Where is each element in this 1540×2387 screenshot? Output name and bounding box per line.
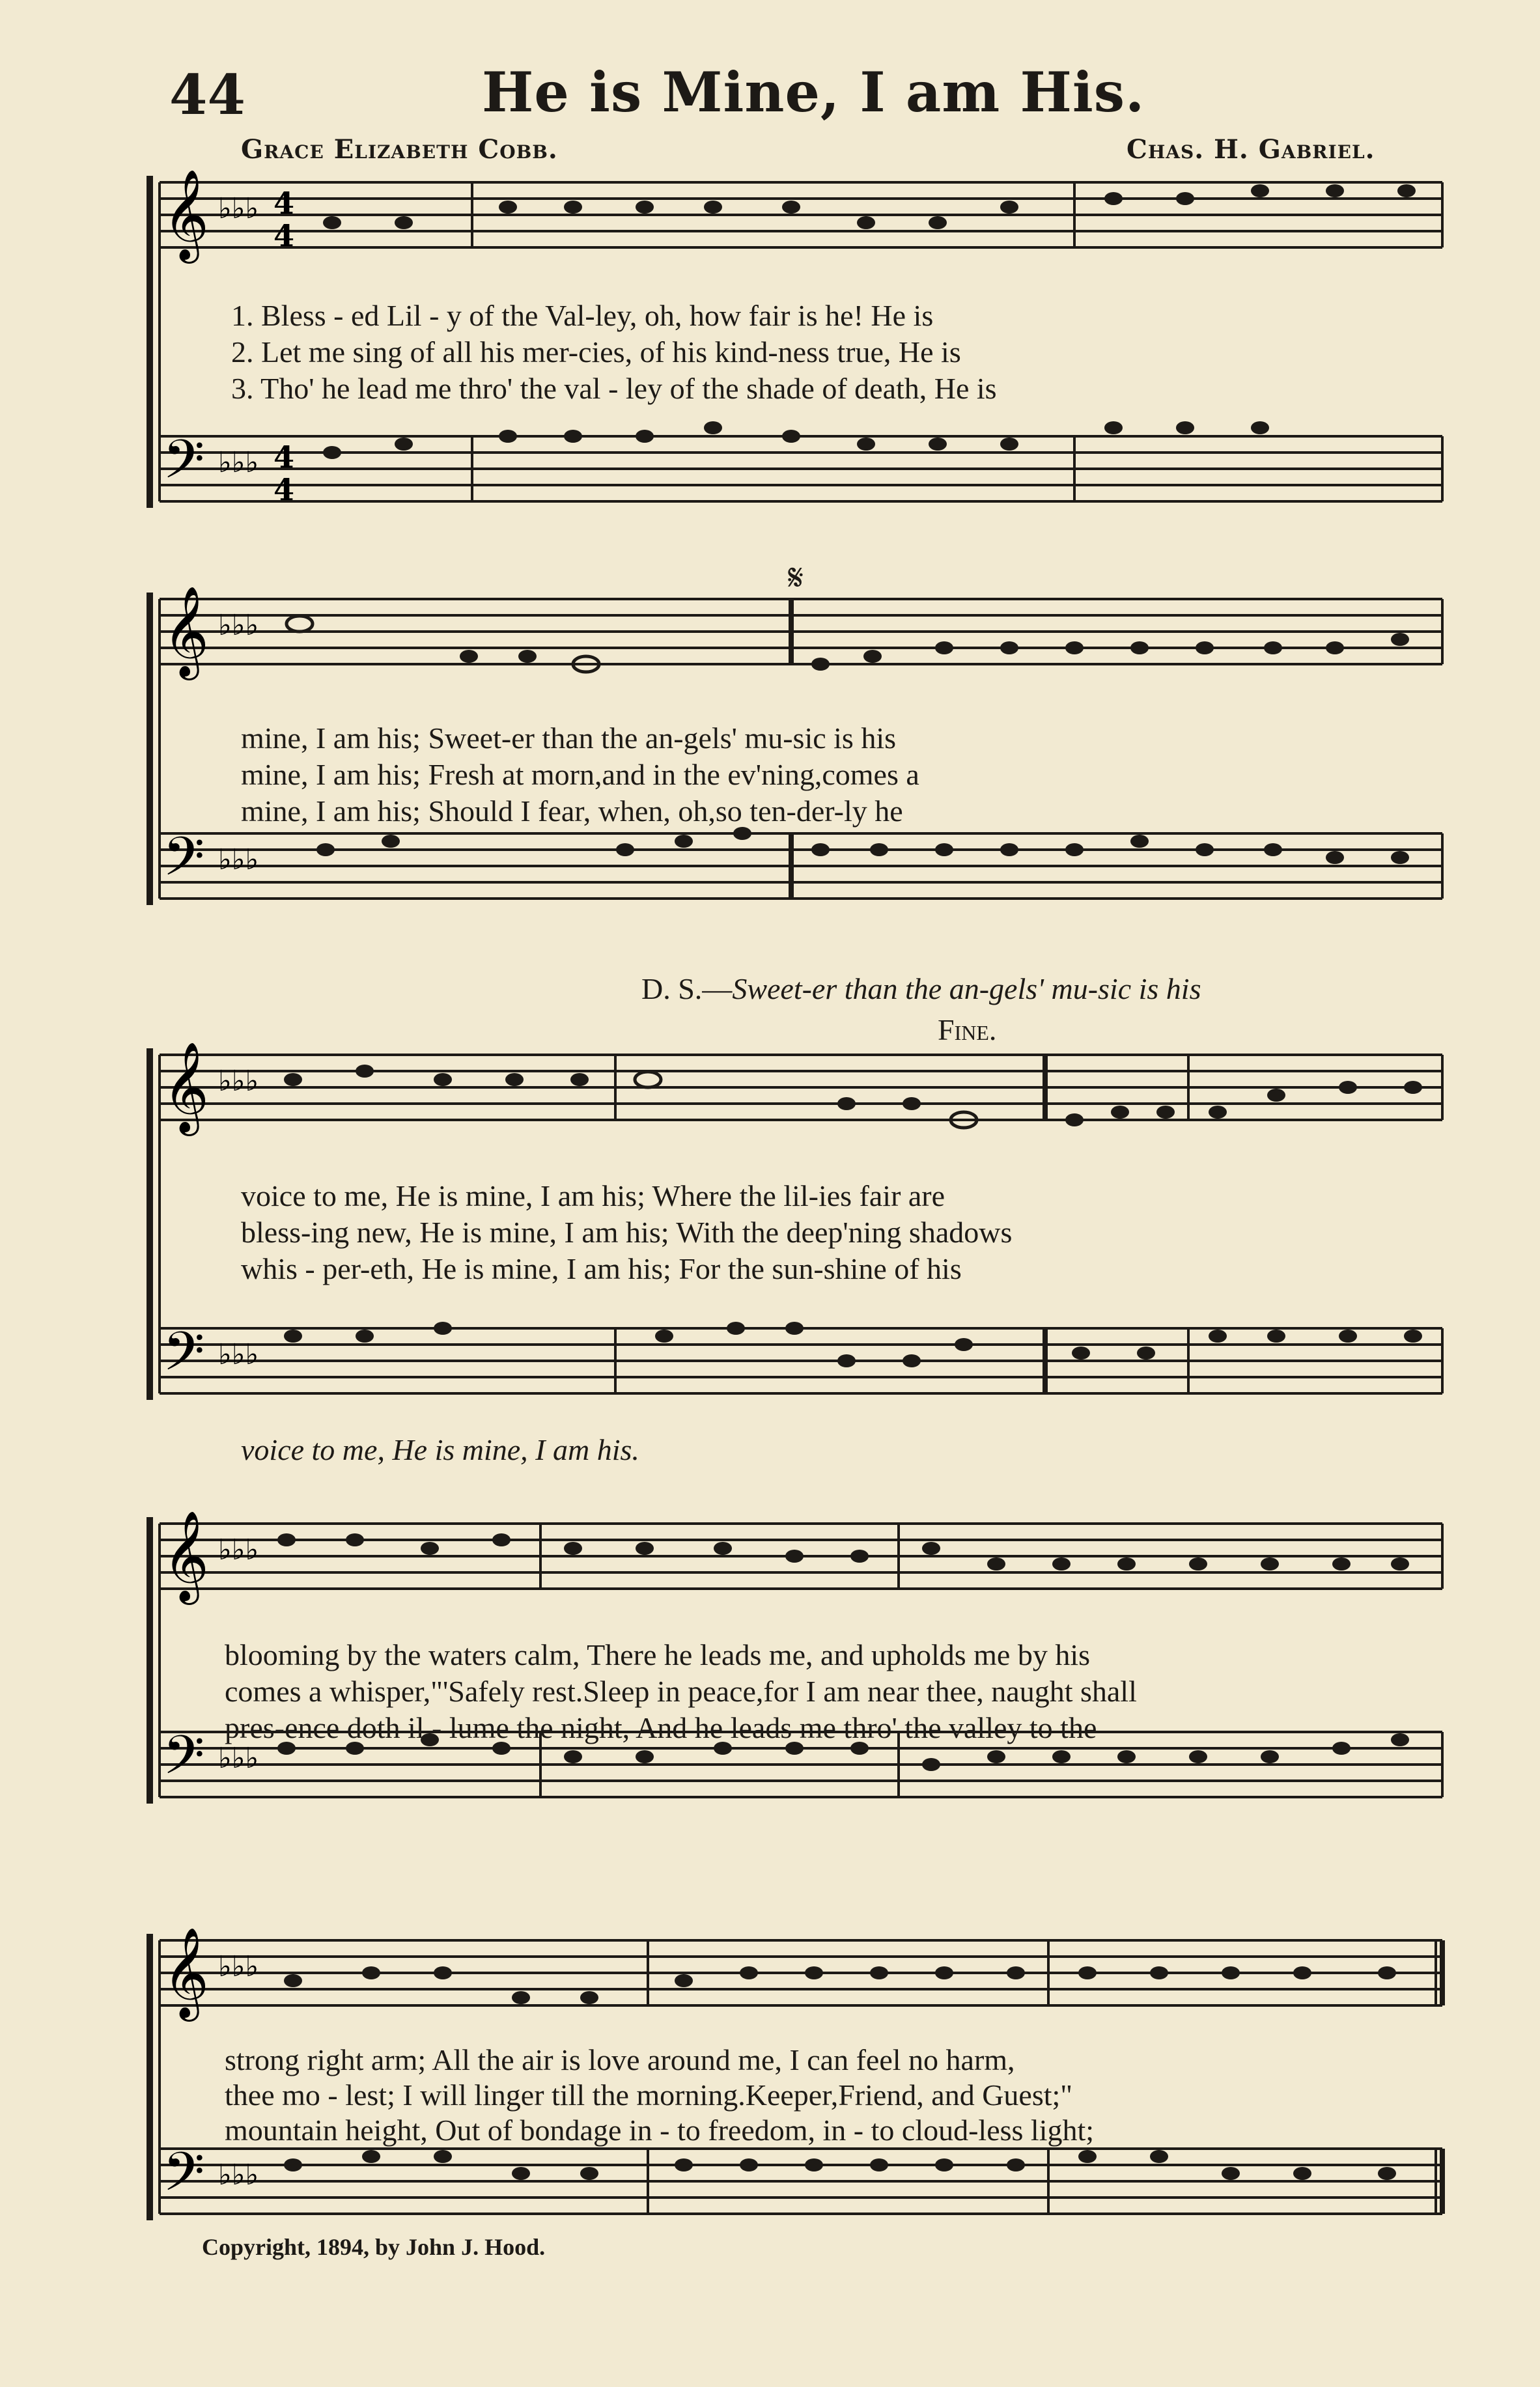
music-system-5 — [0, 1927, 1540, 2227]
lyric-line-2-3: mine, I am his; Should I fear, when, oh,so ten-der-ly he — [241, 794, 903, 828]
lyric-line-5-2: thee mo - lest; I will linger till the morning.Keeper,Friend, and Guest;" — [225, 2078, 1073, 2112]
svg-text:♭♭♭: ♭♭♭ — [218, 1950, 259, 1983]
svg-text:𝄢: 𝄢 — [163, 1320, 205, 1396]
svg-text:𝄢: 𝄢 — [163, 428, 205, 504]
lyric-line-4-3: pres-ence doth il - lume the night, And he leads me thro' the valley to the — [225, 1711, 1097, 1744]
dal-segno-ending-lyric: voice to me, He is mine, I am his. — [241, 1433, 639, 1466]
svg-text:♭♭♭: ♭♭♭ — [218, 609, 259, 642]
svg-text:♭♭♭: ♭♭♭ — [218, 1338, 259, 1371]
lyric-line-2-1: mine, I am his; Sweet-er than the an-gels' mu-sic is his — [241, 721, 897, 755]
svg-text:♭♭♭: ♭♭♭ — [218, 446, 259, 479]
lyric-line-5-3: mountain height, Out of bondage in - to freedom, in - to cloud-less light; — [225, 2114, 1095, 2147]
lyric-line-3-1: voice to me, He is mine, I am his; Where the lil-ies fair are — [241, 1179, 945, 1212]
lyric-line-3-2: bless-ing new, He is mine, I am his; With the deep'ning shadows — [241, 1216, 1013, 1249]
lyric-line-3-3: whis - per-eth, He is mine, I am his; For the sun-shine of his — [241, 1252, 962, 1285]
dal-segno-text: Sweet-er than the an-gels' mu-sic is his — [732, 972, 1201, 1005]
composer-credit: Chas. H. Gabriel. — [1127, 134, 1375, 165]
svg-text:𝄢: 𝄢 — [163, 1724, 205, 1800]
lyric-line-5-1: strong right arm; All the air is love around me, I can feel no harm, — [225, 2043, 1015, 2076]
svg-text:♭♭♭: ♭♭♭ — [218, 1065, 259, 1098]
lyric-line-1-3: 3. Tho' he lead me thro' the val - ley of the shade of death, He is — [231, 372, 997, 405]
svg-text:𝄞: 𝄞 — [163, 1927, 209, 2018]
page-number: 44 — [169, 63, 245, 127]
svg-text:𝄞: 𝄞 — [163, 169, 209, 260]
svg-text:4: 4 — [273, 472, 295, 507]
dal-segno-label: D. S.— — [641, 972, 733, 1005]
svg-text:𝄢: 𝄢 — [163, 2140, 205, 2216]
svg-text:♭♭♭: ♭♭♭ — [218, 1533, 259, 1567]
lyric-line-2-2: mine, I am his; Fresh at morn,and in the ev'ning,comes a — [241, 758, 919, 791]
svg-text:4: 4 — [273, 440, 295, 475]
svg-text:𝄢: 𝄢 — [163, 825, 205, 901]
copyright-notice: Copyright, 1894, by John J. Hood. — [202, 2234, 546, 2260]
lyric-line-1-1: 1. Bless - ed Lil - y of the Val-ley, oh, how fair is he! He is — [231, 299, 934, 332]
lyric-line-4-1: blooming by the waters calm, There he leads me, and upholds me by his — [225, 1638, 1091, 1671]
lyric-line-1-2: 2. Let me sing of all his mer-cies, of his kind-ness true, He is — [231, 335, 961, 369]
segno-mark: 𝄋 — [788, 558, 804, 598]
hymn-title: He is Mine, I am His. — [482, 60, 1145, 124]
svg-text:♭♭♭: ♭♭♭ — [218, 1742, 259, 1775]
svg-text:𝄞: 𝄞 — [163, 1042, 209, 1132]
svg-text:♭♭♭: ♭♭♭ — [218, 192, 259, 225]
lyric-line-4-2: comes a whisper,"'Safely rest.Sleep in peace,for I am near thee, naught shall — [225, 1675, 1137, 1708]
lyricist-credit: Grace Elizabeth Cobb. — [241, 134, 558, 165]
svg-text:𝄞: 𝄞 — [163, 1511, 209, 1601]
svg-text:4: 4 — [273, 218, 295, 253]
fine-mark: Fine. — [938, 1013, 997, 1046]
svg-text:♭♭♭: ♭♭♭ — [218, 843, 259, 876]
svg-text:♭♭♭: ♭♭♭ — [218, 2158, 259, 2192]
svg-text:𝄞: 𝄞 — [163, 586, 209, 677]
dal-segno-line — [641, 971, 1201, 1006]
svg-text:4: 4 — [273, 186, 295, 221]
